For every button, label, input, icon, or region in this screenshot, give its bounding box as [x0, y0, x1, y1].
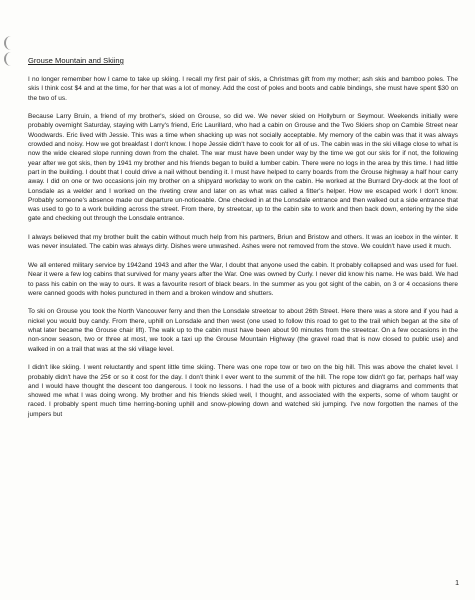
- paragraph-6: I didn't like skiing. I went reluctantly and spent little time skiing. There was one rope tow or two on the big hill. This was above the chalet level. I probably didn't have the 25¢ or so it cost for the day. I don't think I ever went to the summit of the hill. The rope tow didn't go far, perhaps half way and I would have thought the descent too dangerous. I took no lessons. I had the use of a book with pictures and diagrams and comments that showed me what I was doing wrong. My brother and his friends skied well, I thought, and associated with the experts, some of whom taught or raced. I probably spent much time herring-boning uphill and snow-plowing down and watched ski jumping. I've now forgotten the names of the jumpers but: [28, 364, 458, 418]
- paragraph-5: To ski on Grouse you took the North Vancouver ferry and then the Lonsdale streetcar to about 26th Street. Here there was a store and if you had a nickel you would buy candy. From there, uphill on Lonsdale and then west (one used to follow this road to get to the trail which began at the site of what later became the Grouse chair lift). The walk up to the cabin must have been about 90 minutes from the streetcar. On a few occasions in the non-snow season, two or three at most, we took a taxi up the Grouse Mountain Highway (the gravel road that is now closed to public use) and walked in on a trail that was at the ski village level.: [28, 308, 458, 353]
- document-body: [28, 56, 458, 428]
- page-number: 1: [455, 580, 459, 587]
- document-title: Grouse Mountain and Skiing: [28, 56, 124, 65]
- punch-hole-mark: [4, 36, 14, 50]
- punch-hole-mark: [4, 52, 14, 66]
- paragraph-2: Because Larry Bruin, a friend of my brother's, skied on Grouse, so did we. We never skied on Hollyburn or Seymour. Weekends initially were probably overnight Saturday, staying with Larry's friend, Eric Laurillard, who had a cabin on Grouse and the Two Skiers shop on Cambie Street near Woodwards. Eric lived with Jessie. This was a time when shacking up was not socially acceptable. My memory of the cabin was that it was always crowded and noisy. How we got breakfast I don't know. I hope Jessie didn't have to cook for all of us. The cabin was in the ski village close to what is now the wide cleared slope running down from the chalet. The war must have been under way by the time we got our skis for if not, the following year after we got skis, then by 1941 my brother and his friends began to build a lumber cabin. There were no logs in the area by this time. I had little part in the building. I doubt that I could drive a nail without bending it. I must have helped to carry boards from the Grouse highway a half hour carry away. I did on one or two occasions join my brother on a shipyard workday to work on the cabin. He worked at the Burrard Dry-dock at the foot of Lonsdale as a welder and I worked on the riveting crew and later on as what was called a fitter's helper. How we escaped work I don't know. Probably someone's absence made our departure un-noticeable. One checked in at the Lonsdale entrance and then walked out a side entrance that was used to go to a work building across the street. From there, by streetcar, up to the cabin site to work and then back down, entering by the side gate and checking out through the Lonsdale entrance.: [28, 113, 458, 223]
- paragraph-3: I always believed that my brother built the cabin without much help from his partners, Briun and Bristow and others. It was an icebox in the winter. It was never insulated. The cabin was always dirty. Dishes were unwashed. Ashes were not removed from the stove. We couldn't have used it much.: [28, 234, 458, 251]
- paragraph-4: We all entered military service by 1942and 1943 and after the War, I doubt that anyone used the cabin. It probably collapsed and was used for fuel. Near it were a few log cabins that survived for many years after the War. One was owned by Curly. I never did know his name. He was bald. We had to pass his cabin on the way to ours. It was a favourite resort of black bears. In the summer as you got sight of the cabin, on 3 or 4 occasions there were canned goods with holes punctured in them and a broken window and shutters.: [28, 261, 458, 297]
- paragraph-1: I no longer remember how I came to take up skiing. I recall my first pair of skis, a Christmas gift from my mother; ash skis and bamboo poles. The skis I think cost $4 and at the time, for her that was a lot of money. Add the cost of poles and boots and cable bindings, she must have spent $30 on the two of us.: [28, 76, 458, 102]
